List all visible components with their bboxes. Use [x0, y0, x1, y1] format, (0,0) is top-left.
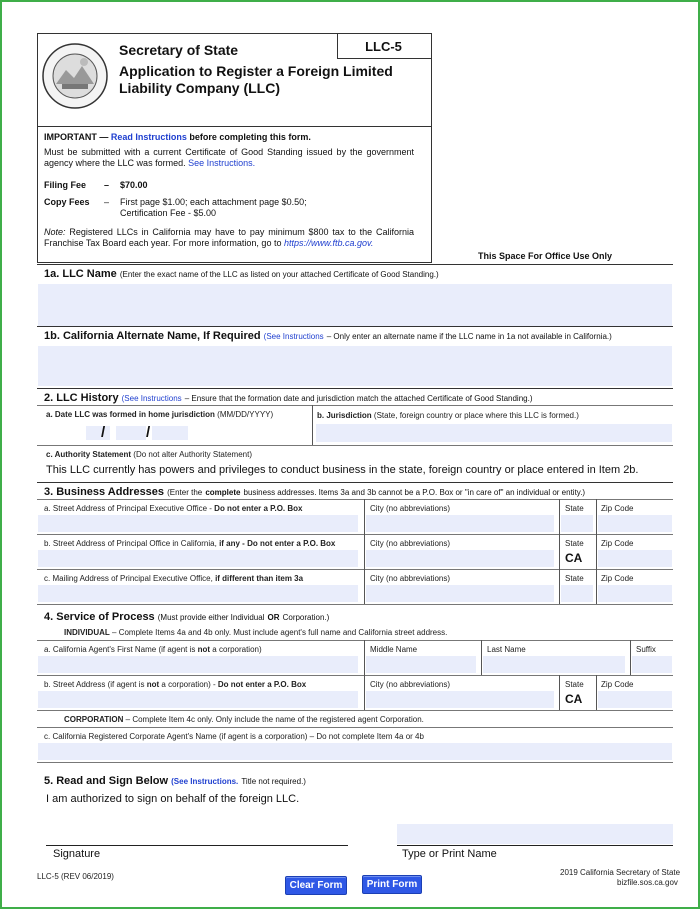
col-line — [364, 499, 365, 604]
address-3b-input[interactable] — [38, 550, 358, 567]
date-day-input[interactable] — [116, 426, 146, 440]
city-label: City (no abbreviations) — [370, 504, 451, 513]
filing-fee-label: Filing Fee — [44, 180, 87, 190]
city-3b-input[interactable] — [366, 550, 554, 567]
agent-first-name-input[interactable] — [38, 656, 358, 673]
section-4-title: 4. Service of Process — [44, 611, 155, 623]
ftb-link[interactable]: https://www.ftb.ca.gov. — [283, 238, 374, 248]
section-3-heading: 3. Business Addresses (Enter the complete business addresses. Items 3a and 3b cannot be a P.O. Box or "in care of" an individual or entity.) — [44, 486, 586, 498]
state-label: State — [565, 539, 584, 548]
section-1b-heading — [44, 330, 612, 342]
agent-street-input[interactable] — [38, 691, 358, 708]
section-2-title: 2. LLC History — [44, 392, 119, 404]
section-2-heading — [44, 392, 533, 404]
print-name-label: Type or Print Name — [402, 848, 497, 860]
col-line — [630, 640, 631, 675]
llc-name-input[interactable] — [38, 284, 672, 326]
row-line — [37, 405, 673, 406]
section-2-link[interactable]: (See Instructions — [121, 394, 182, 403]
copy-fees-dash: – — [104, 197, 110, 207]
note-paragraph — [44, 227, 414, 249]
state-3b-value: CA — [565, 551, 583, 565]
section-3-title: 3. Business Addresses — [44, 486, 165, 498]
important-heading — [44, 132, 311, 142]
address-3a-label: a. Street Address of Principal Executive Office - Do not enter a P.O. Box — [44, 504, 303, 513]
city-label: City (no abbreviations) — [370, 574, 451, 583]
col-line — [559, 499, 560, 604]
city-3c-input[interactable] — [366, 585, 554, 602]
row-line — [37, 534, 673, 535]
row-line — [37, 445, 673, 446]
revision-label: LLC-5 (REV 06/2019) — [37, 872, 114, 881]
date-slash-1: / — [101, 424, 106, 441]
zip-3b-input[interactable] — [598, 550, 672, 567]
section-1a-sub: (Enter the exact name of the LLC as listed on your attached Certificate of Good Standing.) — [119, 270, 439, 279]
section-divider — [37, 388, 673, 389]
see-instructions-link[interactable]: See Instructions. — [188, 158, 256, 168]
website-label: bizfile.sos.ca.gov — [617, 878, 678, 887]
col-line — [596, 675, 597, 710]
state-seal-icon — [40, 40, 110, 112]
read-instructions-link[interactable]: Read Instructions — [110, 132, 187, 142]
section-divider — [37, 482, 673, 483]
section-4-heading: 4. Service of Process (Must provide either Individual OR Corporation.) — [44, 611, 330, 623]
signature-label: Signature — [53, 848, 101, 860]
zip-label: Zip Code — [601, 504, 634, 513]
zip-label: Zip Code — [601, 680, 634, 689]
row-line — [37, 604, 673, 605]
signature-line — [46, 845, 348, 846]
row-line — [37, 762, 673, 763]
jurisdiction-label: b. Jurisdiction (State, foreign country or place where this LLC is formed.) — [317, 411, 579, 420]
agent-last-name-input[interactable] — [483, 656, 625, 673]
date-slash-2: / — [146, 424, 151, 441]
col-line — [559, 675, 560, 710]
section-divider — [37, 326, 673, 327]
print-name-line — [397, 845, 673, 846]
corporate-agent-label: c. California Registered Corporate Agent's Name (if agent is a corporation) – Do not complete Item 4a or 4b — [44, 732, 424, 741]
city-3a-input[interactable] — [366, 515, 554, 532]
important-rest: before completing this form. — [189, 132, 311, 142]
copy-fees-label: Copy Fees — [44, 197, 90, 207]
address-3c-label: c. Mailing Address of Principal Executive Office, if different than item 3a — [44, 574, 304, 583]
row-line — [37, 675, 673, 676]
row-line — [37, 499, 673, 500]
corporation-instruction: CORPORATION – Complete Item 4c only. Only include the name of the registered agent Corporation. — [64, 715, 424, 724]
zip-label: Zip Code — [601, 574, 634, 583]
row-line — [37, 640, 673, 641]
authority-statement-text: This LLC currently has powers and privileges to conduct business in the state, foreign country or place entered in Item 2b. — [46, 464, 639, 476]
form-title-line2: Liability Company (LLC) — [119, 80, 280, 96]
suffix-label: Suffix — [636, 645, 656, 654]
authority-statement-label: c. Authority Statement (Do not alter Authority Statement) — [46, 450, 253, 459]
row-line — [37, 727, 673, 728]
date-month-input[interactable] — [86, 426, 110, 440]
corporate-agent-input[interactable] — [38, 743, 672, 760]
agent-city-input[interactable] — [366, 691, 554, 708]
address-3c-input[interactable] — [38, 585, 358, 602]
col-line — [596, 499, 597, 604]
form-title-line1: Application to Register a Foreign Limited — [119, 63, 393, 79]
zip-3a-input[interactable] — [598, 515, 672, 532]
row-line — [37, 710, 673, 711]
section-1b-sub: – Only enter an alternate name if the LLC name in 1a not available in California.) — [326, 332, 612, 341]
authorization-statement: I am authorized to sign on behalf of the foreign LLC. — [46, 793, 300, 805]
agent-first-name-label: a. California Agent's First Name (if agent is not a corporation) — [44, 645, 262, 654]
copy-fees-line2: Certification Fee - $5.00 — [120, 208, 217, 218]
section-1b-title: 1b. California Alternate Name, If Required — [44, 330, 261, 342]
copy-fees-line1: First page $1.00; each attachment page $0.50; — [120, 197, 307, 207]
state-3a-input[interactable] — [561, 515, 593, 532]
important-p1: Must be submitted with a current Certificate of Good Standing issued by the government agency where the LLC was formed. — [44, 147, 414, 168]
zip-3c-input[interactable] — [598, 585, 672, 602]
section-5-link[interactable]: (See Instructions. — [171, 777, 239, 786]
agent-state-value: CA — [565, 692, 583, 706]
section-1a-heading — [44, 268, 439, 280]
section-1b-link[interactable]: (See Instructions — [263, 332, 324, 341]
individual-instruction: INDIVIDUAL – Complete Items 4a and 4b only. Must include agent's full name and California street address. — [64, 628, 448, 637]
zip-label: Zip Code — [601, 539, 634, 548]
field-divider — [312, 405, 313, 445]
section-2-sub: – Ensure that the formation date and jurisdiction match the attached Certificate of Good Standing.) — [184, 394, 533, 403]
agent-middle-name-input[interactable] — [366, 656, 476, 673]
agent-suffix-input[interactable] — [632, 656, 672, 673]
state-label: State — [565, 574, 584, 583]
state-3c-input[interactable] — [561, 585, 593, 602]
note-text: Registered LLCs in California may have to pay minimum $800 tax to the California Franchise Tax Board each year. For more information, go to — [44, 227, 414, 248]
row-line — [37, 569, 673, 570]
form-number: LLC-5 — [365, 39, 402, 54]
address-3b-label: b. Street Address of Principal Office in California, if any - Do not enter a P.O. Box — [44, 539, 336, 548]
state-label: State — [565, 504, 584, 513]
section-1a-title: 1a. LLC Name — [44, 268, 117, 280]
important-paragraph — [44, 147, 414, 169]
city-label: City (no abbreviations) — [370, 539, 451, 548]
formation-date-label: a. Date LLC was formed in home jurisdiction (MM/DD/YYYY) — [46, 410, 274, 419]
section-5-title: 5. Read and Sign Below — [44, 775, 169, 787]
jurisdiction-input[interactable] — [316, 424, 672, 442]
date-year-input[interactable] — [152, 426, 188, 440]
middle-name-label: Middle Name — [370, 645, 418, 654]
print-name-input[interactable] — [397, 824, 673, 844]
section-5-heading: 5. Read and Sign Below (See Instructions. Title not required.) — [44, 775, 306, 787]
agent-zip-input[interactable] — [598, 691, 672, 708]
clear-form-button[interactable]: Clear Form — [285, 876, 347, 895]
address-3a-input[interactable] — [38, 515, 358, 532]
filing-fee-dash: – — [104, 180, 110, 190]
print-form-button[interactable]: Print Form — [362, 875, 422, 894]
state-label: State — [565, 680, 584, 689]
city-label: City (no abbreviations) — [370, 680, 451, 689]
last-name-label: Last Name — [487, 645, 526, 654]
filing-fee-value: $70.00 — [120, 180, 148, 190]
alternate-name-input[interactable] — [38, 346, 672, 386]
agent-street-label: b. Street Address (if agent is not a corporation) - Do not enter a P.O. Box — [44, 680, 307, 689]
important-label: IMPORTANT — — [44, 132, 109, 142]
office-use-label: This Space For Office Use Only — [478, 251, 613, 261]
agency-name: Secretary of State — [119, 42, 239, 58]
copyright-label: 2019 California Secretary of State — [560, 868, 681, 877]
section-divider — [37, 264, 673, 265]
col-line — [481, 640, 482, 675]
col-line — [364, 640, 365, 710]
note-label: Note: — [44, 227, 66, 237]
